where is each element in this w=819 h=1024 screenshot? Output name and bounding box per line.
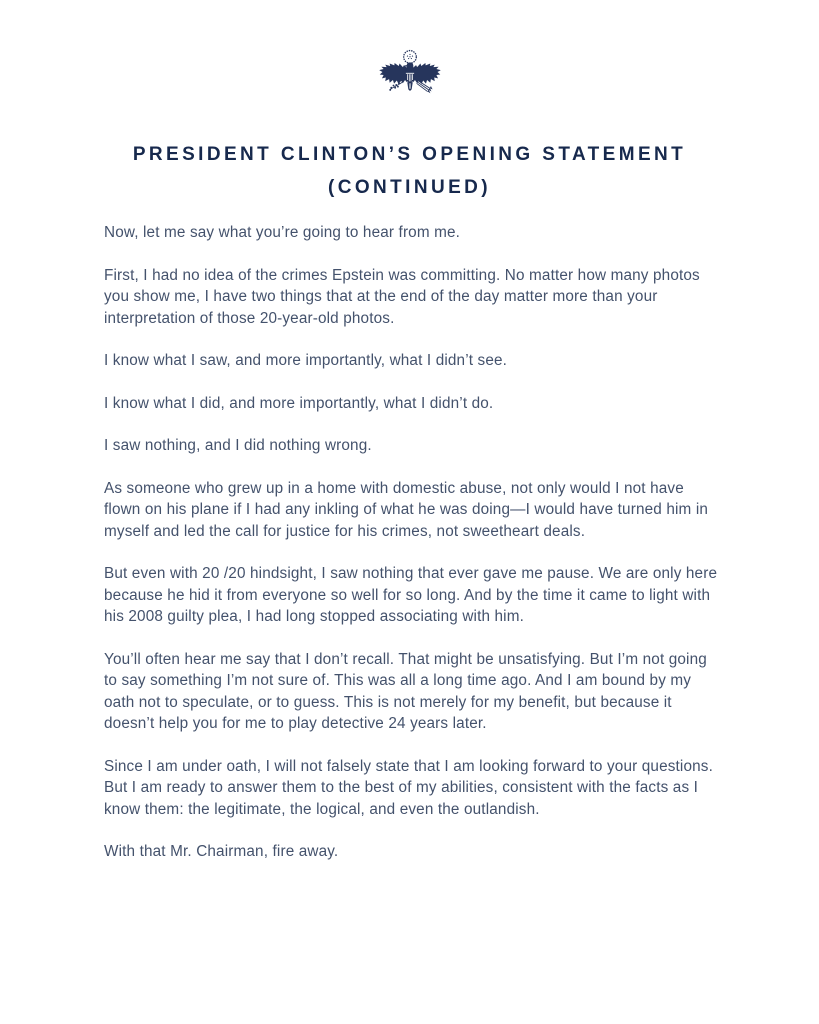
statement-paragraph: I know what I did, and more importantly, what I didn’t do. (104, 394, 494, 412)
statement-body (104, 222, 718, 884)
page-title-line1: PRESIDENT CLINTON’S OPENING STATEMENT (132, 144, 687, 165)
statement-paragraph: With that Mr. Chairman, fire away. (104, 843, 339, 860)
statement-paragraph: I saw nothing, and I did nothing wrong. (104, 437, 372, 454)
page-title (0, 138, 819, 204)
presidential-seal-icon (0, 48, 819, 112)
statement-paragraph: First, I had no idea of the crimes Epstein was committing. No matter how many photos you show me, I have two things that at the end of the day matter more than your interpretation of those 20-year-old photos. (104, 266, 700, 327)
statement-paragraph: You’ll often hear me say that I don’t recall. That might be unsatisfying. But I’m not going to say something I’m not sure of. This was all a long time ago. And I am bound by my oath not to speculate, or to guess. This is not merely for my benefit, but because it doesn’t help you for me to play detective 24 years later. (104, 650, 707, 732)
statement-paragraph: But even with 20 /20 hindsight, I saw nothing that ever gave me pause. We are only here because he hid it from everyone so well for so long. And by the time it came to light with his 2008 guilty plea, I had long stopped associating with him. (104, 565, 718, 625)
page-title-line2: (CONTINUED) (328, 177, 491, 198)
statement-paragraph: Since I am under oath, I will not falsely state that I am looking forward to your questions. But I am ready to answer them to the best of my abilities, consistent with the facts as I know them: the legitimate, the logical, and even the outlandish. (104, 757, 713, 818)
statement-paragraph: Now, let me say what you’re going to hear from me. (104, 224, 461, 241)
statement-paragraph: I know what I saw, and more importantly, what I didn’t see. (104, 352, 508, 369)
statement-paragraph: As someone who grew up in a home with domestic abuse, not only would I not have flown on his plane if I had any inkling of what he was doing—I would have turned him in myself and led the call for justice for his crimes, not sweetheart deals. (104, 479, 709, 540)
